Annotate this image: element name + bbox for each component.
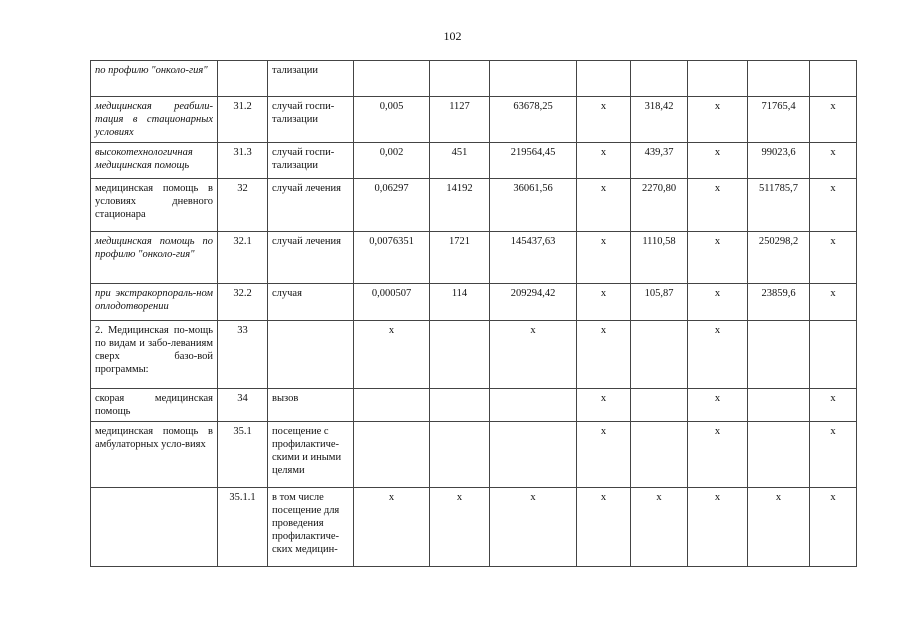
value-cell	[748, 422, 810, 488]
value-cell	[354, 422, 430, 488]
row-code-cell: 35.1	[218, 422, 268, 488]
value-cell	[430, 321, 490, 389]
table-row	[91, 61, 857, 97]
table-row	[91, 488, 857, 567]
value-cell: 23859,6	[748, 284, 810, 321]
value-cell: 114	[430, 284, 490, 321]
value-cell: 99023,6	[748, 143, 810, 179]
table-row	[91, 422, 857, 488]
row-name-cell: при экстракорпораль-ном оплодотворении	[91, 284, 218, 321]
value-cell	[631, 61, 688, 97]
value-cell: х	[577, 232, 631, 284]
value-cell	[748, 321, 810, 389]
value-cell: 1721	[430, 232, 490, 284]
value-cell: 2270,80	[631, 179, 688, 232]
table-row	[91, 321, 857, 389]
value-cell: х	[688, 97, 748, 143]
row-unit-cell: посещение с профилактиче-скими и иными целями	[268, 422, 354, 488]
value-cell	[631, 422, 688, 488]
row-name-cell	[91, 488, 218, 567]
table-row	[91, 179, 857, 232]
row-name-cell: медицинская реабили-тация в стационарных условиях	[91, 97, 218, 143]
row-unit-cell: в том числе посещение для проведения профилактиче-ских медицин-	[268, 488, 354, 567]
table-row	[91, 143, 857, 179]
value-cell: х	[688, 422, 748, 488]
value-cell: 250298,2	[748, 232, 810, 284]
value-cell	[688, 61, 748, 97]
value-cell	[490, 389, 577, 422]
row-name-cell: медицинская помощь в амбулаторных усло-виях	[91, 422, 218, 488]
value-cell: х	[577, 422, 631, 488]
value-cell: 14192	[430, 179, 490, 232]
row-code-cell: 34	[218, 389, 268, 422]
row-unit-cell: случай госпи-тализации	[268, 143, 354, 179]
value-cell: х	[810, 422, 857, 488]
table-row	[91, 284, 857, 321]
value-cell: 0,000507	[354, 284, 430, 321]
row-code-cell: 31.3	[218, 143, 268, 179]
data-table	[90, 60, 857, 567]
value-cell: 1127	[430, 97, 490, 143]
value-cell	[490, 422, 577, 488]
value-cell: 0,002	[354, 143, 430, 179]
value-cell: х	[577, 97, 631, 143]
value-cell: х	[688, 321, 748, 389]
value-cell	[354, 61, 430, 97]
value-cell: 439,37	[631, 143, 688, 179]
table-row	[91, 97, 857, 143]
value-cell: 145437,63	[490, 232, 577, 284]
value-cell: х	[748, 488, 810, 567]
row-unit-cell: случай госпи-тализации	[268, 97, 354, 143]
value-cell: х	[688, 488, 748, 567]
value-cell: 219564,45	[490, 143, 577, 179]
row-code-cell: 32	[218, 179, 268, 232]
value-cell	[748, 389, 810, 422]
value-cell: 451	[430, 143, 490, 179]
row-code-cell: 33	[218, 321, 268, 389]
row-unit-cell	[268, 321, 354, 389]
value-cell	[430, 389, 490, 422]
value-cell: 36061,56	[490, 179, 577, 232]
table-row	[91, 389, 857, 422]
value-cell: х	[490, 488, 577, 567]
row-code-cell: 32.1	[218, 232, 268, 284]
value-cell	[354, 389, 430, 422]
value-cell: х	[810, 143, 857, 179]
value-cell: х	[810, 232, 857, 284]
row-code-cell: 35.1.1	[218, 488, 268, 567]
value-cell: х	[810, 284, 857, 321]
row-name-cell: медицинская помощь в условиях дневного стационара	[91, 179, 218, 232]
value-cell: х	[354, 321, 430, 389]
row-unit-cell: случай лечения	[268, 232, 354, 284]
value-cell: х	[688, 143, 748, 179]
value-cell: 63678,25	[490, 97, 577, 143]
value-cell: 511785,7	[748, 179, 810, 232]
table-row	[91, 232, 857, 284]
value-cell: х	[810, 97, 857, 143]
value-cell: х	[810, 179, 857, 232]
value-cell: 209294,42	[490, 284, 577, 321]
value-cell: х	[354, 488, 430, 567]
value-cell	[430, 422, 490, 488]
value-cell: 0,06297	[354, 179, 430, 232]
page-number: 102	[443, 29, 462, 43]
value-cell: х	[577, 179, 631, 232]
row-unit-cell: случая	[268, 284, 354, 321]
row-name-cell: скорая медицинская помощь	[91, 389, 218, 422]
value-cell	[810, 321, 857, 389]
value-cell: х	[810, 488, 857, 567]
row-code-cell: 31.2	[218, 97, 268, 143]
row-code-cell	[218, 61, 268, 97]
value-cell	[810, 61, 857, 97]
row-name-cell: высокотехнологичная медицинская помощь	[91, 143, 218, 179]
value-cell	[490, 61, 577, 97]
value-cell: х	[430, 488, 490, 567]
row-name-cell: 2. Медицинская по-мощь по видам и забо-леваниям сверх базо-вой программы:	[91, 321, 218, 389]
value-cell	[430, 61, 490, 97]
value-cell: х	[577, 143, 631, 179]
value-cell: х	[631, 488, 688, 567]
value-cell: х	[810, 389, 857, 422]
value-cell: 0,005	[354, 97, 430, 143]
row-unit-cell: тализации	[268, 61, 354, 97]
row-name-cell: медицинская помощь по профилю "онколо-гия"	[91, 232, 218, 284]
value-cell: х	[577, 488, 631, 567]
value-cell: 105,87	[631, 284, 688, 321]
value-cell: 1110,58	[631, 232, 688, 284]
row-unit-cell: случай лечения	[268, 179, 354, 232]
value-cell	[748, 61, 810, 97]
value-cell: х	[688, 232, 748, 284]
row-unit-cell: вызов	[268, 389, 354, 422]
value-cell: х	[577, 284, 631, 321]
row-name-cell: по профилю "онколо-гия"	[91, 61, 218, 97]
value-cell: х	[490, 321, 577, 389]
value-cell: 318,42	[631, 97, 688, 143]
value-cell: х	[688, 389, 748, 422]
value-cell: х	[688, 284, 748, 321]
value-cell: х	[688, 179, 748, 232]
row-code-cell: 32.2	[218, 284, 268, 321]
value-cell	[577, 61, 631, 97]
value-cell: 0,0076351	[354, 232, 430, 284]
value-cell	[631, 389, 688, 422]
value-cell: х	[577, 389, 631, 422]
value-cell: х	[577, 321, 631, 389]
value-cell	[631, 321, 688, 389]
value-cell: 71765,4	[748, 97, 810, 143]
